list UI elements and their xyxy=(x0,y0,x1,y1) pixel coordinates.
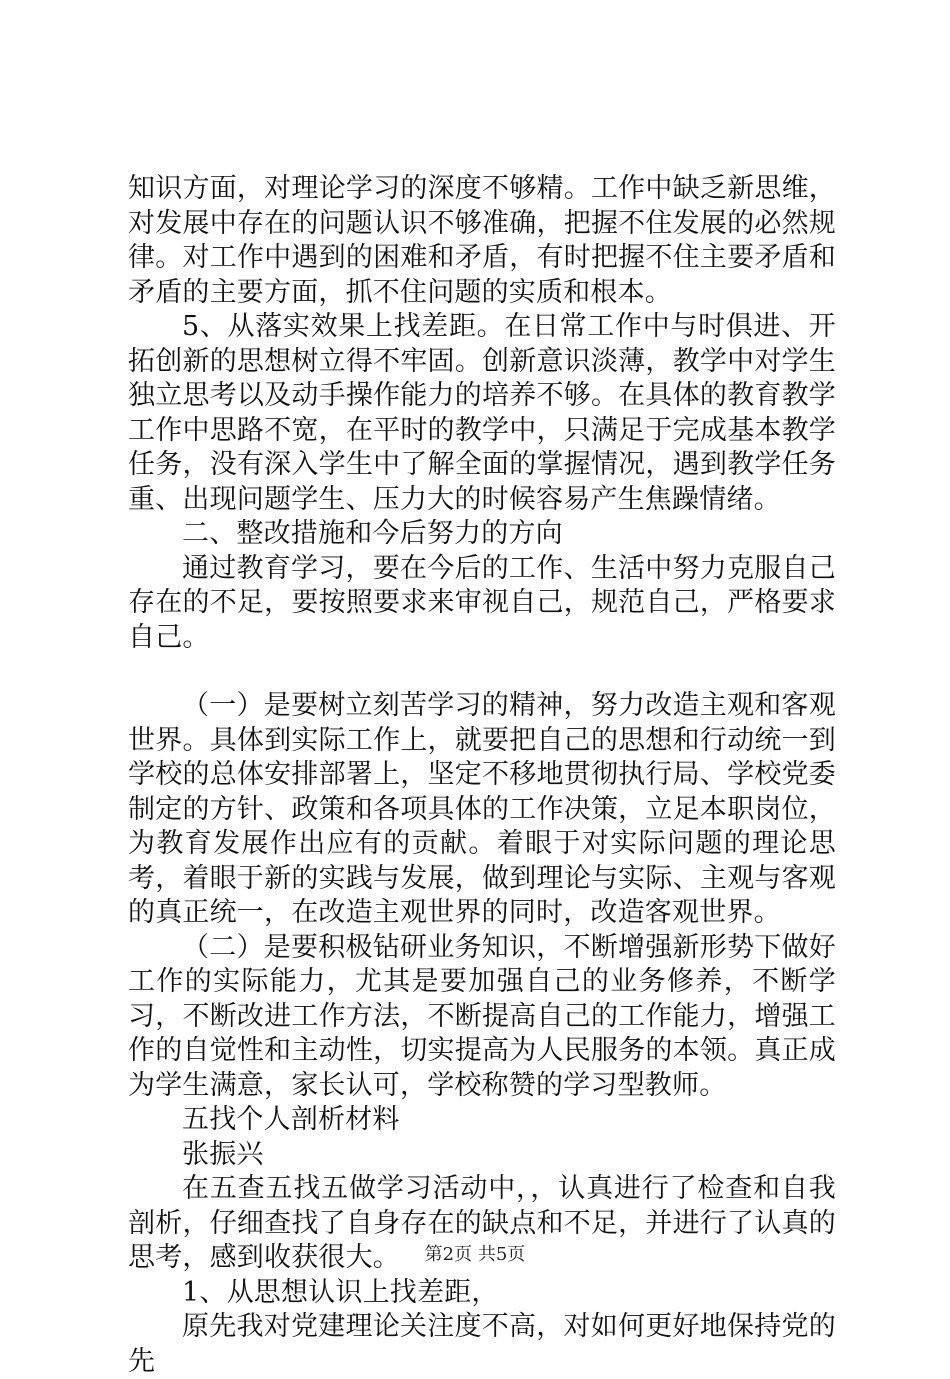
author-name: 张振兴 xyxy=(182,1138,264,1170)
document-subtitle: 五找个人剖析材料 xyxy=(182,1104,400,1135)
page-footer xyxy=(0,1243,950,1267)
section-heading-rectification: 二、整改措施和今后努力的方向 xyxy=(182,518,563,549)
paragraph-ideology-gap-heading: 1、从思想认识上找差距， xyxy=(182,1276,499,1308)
paragraph-knowledge-shortcomings: 知识方面，对理论学习的深度不够精。工作中缺乏新思维，对发展中存在的问题认识不够准确，把握不住发展的必然规律。对工作中遇到的困难和矛盾，有时把握不住主要矛盾和矛盾的主要方面，抓不住问题的实质和根本。 xyxy=(128,173,836,308)
paragraph-rectification-intro: 通过教育学习，要在今后的工作、生活中努力克服自己存在的不足，要按照要求来审视自己，规范自己，严格要求自己。 xyxy=(128,552,836,653)
paragraph-measure-one: （一）是要树立刻苦学习的精神，努力改造主观和客观世界。具体到实际工作上，就要把自己的思想和行动统一到学校的总体安排部署上，坚定不移地贯彻执行局、学校党委制定的方针、政策和各项具体的工作决策，立足本职岗位，为教育发展作出应有的贡献。着眼于对实际问题的理论思考，着眼于新的实践与发展，做到理论与实际、主观与客观的真正统一，在改造主观世界的同时，改造客观世界。 xyxy=(128,690,836,928)
paragraph-activity-intro: 在五查五找五做学习活动中，，认真进行了检查和自我剖析，仔细查找了自身存在的缺点和不足，并进行了认真的思考，感到收获很大。 xyxy=(128,1173,836,1273)
paragraph-ideology-gap-text: 原先我对党建理论关注度不高，对如何更好地保持党的先 xyxy=(128,1311,836,1377)
paragraph-implementation-gap: 5、从落实效果上找差距。在日常工作中与时俱进、开拓创新的思想树立得不牢固。创新意识淡薄，教学中对学生独立思考以及动手操作能力的培养不够。在具体的教育教学工作中思路不宽，在平时的教学中，只满足于完成基本教学任务，没有深入学生中了解全面的掌握情况，遇到教学任务重、出现问题学生、压力大的时候容易产生焦躁情绪。 xyxy=(128,311,836,515)
page-number-label: 第2页 共5页 xyxy=(424,1244,526,1265)
document-body xyxy=(128,172,836,1379)
paragraph-measure-two: （二）是要积极钻研业务知识，不断增强新形势下做好工作的实际能力，尤其是要加强自己的业务修养，不断学习，不断改进工作方法，不断提高自己的工作能力，增强工作的自觉性和主动性，切实提高为人民服务的本领。真正成为学生满意，家长认可，学校称赞的学习型教师。 xyxy=(128,931,836,1101)
